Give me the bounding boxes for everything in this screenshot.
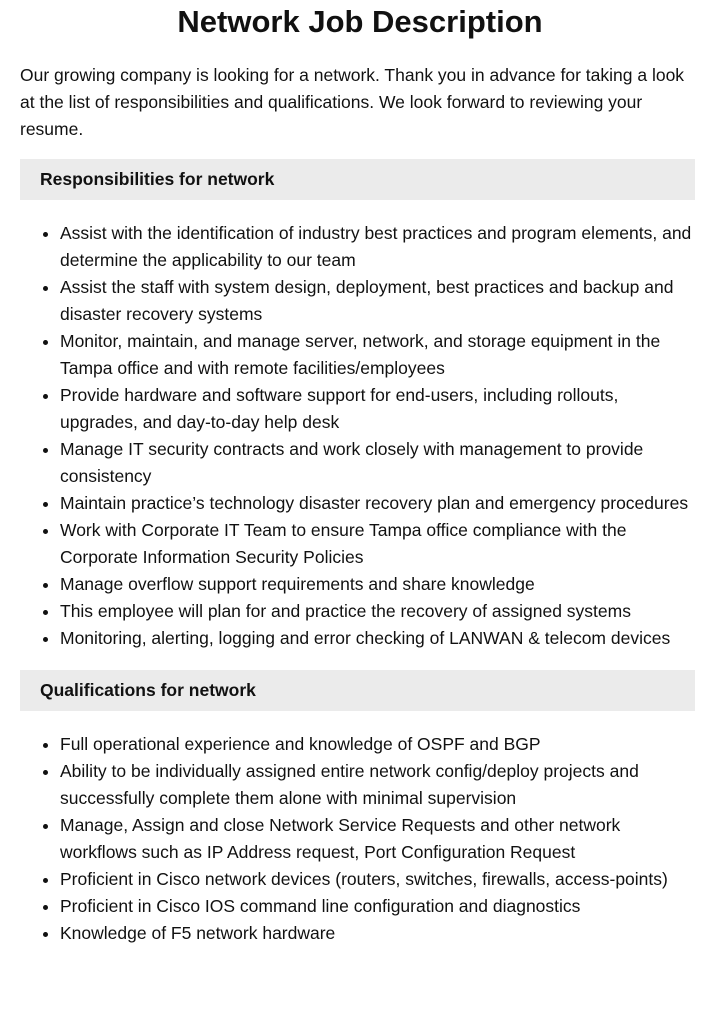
list-item: • Manage overflow support requirements and share knowledge bbox=[60, 571, 700, 598]
responsibilities-heading: Responsibilities for network bbox=[20, 159, 695, 200]
list-item: • Assist with the identification of industry best practices and program elements, and determine the applicability to our team bbox=[60, 220, 700, 274]
list-item: • Monitor, maintain, and manage server, network, and storage equipment in the Tampa office and with remote facilities/employees bbox=[60, 328, 700, 382]
list-item: • Ability to be individually assigned entire network config/deploy projects and successfully complete them alone with minimal supervision bbox=[60, 758, 700, 812]
list-item: • Proficient in Cisco IOS command line configuration and diagnostics bbox=[60, 893, 700, 920]
list-item: • Maintain practice’s technology disaster recovery plan and emergency procedures bbox=[60, 490, 700, 517]
qualifications-heading: Qualifications for network bbox=[20, 670, 695, 711]
list-item: • Proficient in Cisco network devices (routers, switches, firewalls, access-points) bbox=[60, 866, 700, 893]
list-item: • Manage IT security contracts and work closely with management to provide consistency bbox=[60, 436, 700, 490]
list-item: • Full operational experience and knowledge of OSPF and BGP bbox=[60, 731, 700, 758]
list-item: • Assist the staff with system design, deployment, best practices and backup and disaster recovery systems bbox=[60, 274, 700, 328]
list-item: • Monitoring, alerting, logging and error checking of LANWAN & telecom devices bbox=[60, 625, 700, 652]
page-title: Network Job Description bbox=[177, 4, 543, 39]
responsibilities-list bbox=[0, 220, 700, 652]
list-item: • Knowledge of F5 network hardware bbox=[60, 920, 700, 947]
list-item: • This employee will plan for and practice the recovery of assigned systems bbox=[60, 598, 700, 625]
intro-paragraph: Our growing company is looking for a network. Thank you in advance for taking a look at the list of responsibilities and qualifications. We look forward to reviewing your resume. bbox=[20, 65, 685, 139]
qualifications-list bbox=[0, 731, 700, 947]
list-item: • Provide hardware and software support for end-users, including rollouts, upgrades, and day-to-day help desk bbox=[60, 382, 700, 436]
list-item: • Work with Corporate IT Team to ensure Tampa office compliance with the Corporate Information Security Policies bbox=[60, 517, 700, 571]
list-item: • Manage, Assign and close Network Service Requests and other network workflows such as IP Address request, Port Configuration Request bbox=[60, 812, 700, 866]
